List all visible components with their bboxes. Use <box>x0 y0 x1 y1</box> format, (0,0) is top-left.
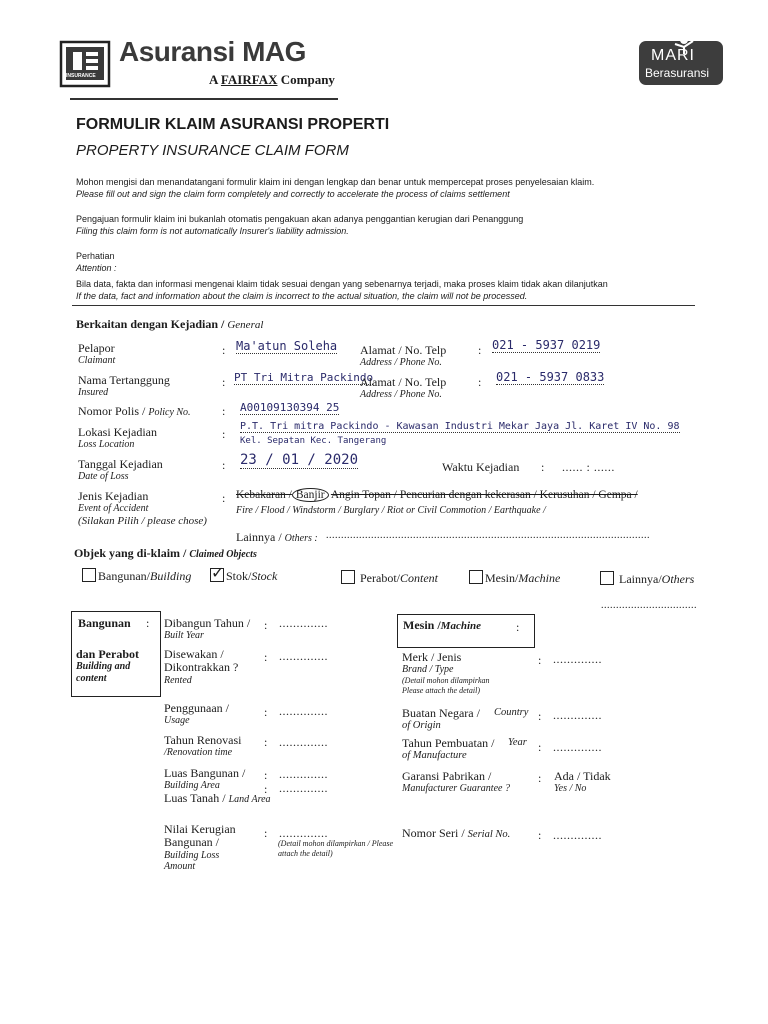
objects-heading: Objek yang di-klaim / Claimed Objects <box>74 546 257 560</box>
claimant-value[interactable]: Ma'atun Soleha <box>236 339 338 353</box>
intro-p1-id: Mohon mengisi dan menandatangani formulir klaim ini dengan lengkap dan benar untuk mempercepat proses penyelesaian klaim. <box>76 177 595 187</box>
rented-sub: Rented <box>164 675 192 686</box>
intro-p1-en: Please fill out and sign the claim form completely and correctly to accelerate the process of claims settlement <box>76 189 510 199</box>
colon: : <box>538 740 542 754</box>
badge-line2: Berasuransi <box>645 66 710 80</box>
brand-sub: Brand / Type <box>402 664 454 675</box>
colon: : <box>222 404 226 418</box>
location-value-line1[interactable]: P.T. Tri mitra Packindo - Kawasan Industri Mekar Jaya Jl. Karet IV No. 98 <box>240 421 680 432</box>
address1-sub: Address / Phone No. <box>360 357 442 368</box>
event-type-en: Fire / Flood / Windstorm / Burglary / Riot or Civil Commotion / Earthquake / <box>236 505 546 516</box>
colon: : <box>264 618 268 632</box>
colon: : <box>538 709 542 723</box>
machine-box-title: Mesin /Machine <box>403 618 482 632</box>
location-label: Lokasi Kejadian <box>78 425 157 439</box>
attention-heading: Perhatian <box>76 251 115 261</box>
colon: : <box>516 620 520 634</box>
form-title-id: FORMULIR KLAIM ASURANSI PROPERTI <box>76 116 390 133</box>
intro-p2-id: Pengajuan formulir klaim ini bukanlah otomatis pengakuan akan adanya penggantian kerugian dari Penanggung <box>76 214 524 224</box>
logo-tagline: A FAIRFAX Company <box>209 72 335 87</box>
colon: : <box>222 343 226 357</box>
policy-value[interactable]: A00109130394 25 <box>240 401 340 414</box>
logo-brand: Asuransi MAG <box>119 36 306 67</box>
checkbox-checked[interactable] <box>210 568 224 582</box>
option-fire[interactable]: Kebakaran / <box>236 489 292 501</box>
colon: : <box>222 427 226 441</box>
colon: : <box>264 768 268 782</box>
address2-value[interactable]: 021 - 5937 0833 <box>496 370 605 384</box>
building-loss-label: Nilai Kerugian Bangunan / <box>164 822 236 849</box>
checkbox[interactable] <box>341 570 355 584</box>
building-loss-note: (Detail mohon dilampirkan / Please attach the detail) <box>278 839 394 858</box>
land-area-label: Luas Tanah / Land Area <box>164 791 271 805</box>
shield-logo-icon <box>55 36 115 92</box>
location-sub: Loss Location <box>78 439 135 450</box>
object-others-checkbox[interactable]: Lainnya/Others <box>600 571 694 587</box>
other-label: Lainnya / Others : <box>236 530 318 544</box>
built-year-label: Dibangun Tahun / <box>164 616 251 630</box>
date-sub: Date of Loss <box>78 471 129 482</box>
option-others-struck[interactable]: Angin Topan / Pencurian dengan kekerasan / Kerusuhan / Gempa / <box>330 489 638 501</box>
origin-value[interactable]: .............. <box>553 708 602 722</box>
time-label: Waktu Kejadian <box>442 460 520 474</box>
general-heading: Berkaitan dengan Kejadian / General <box>76 317 264 331</box>
badge-line1: MARI <box>651 47 695 64</box>
claimant-label: Pelapor <box>78 341 115 355</box>
insured-label: Nama Tertanggung <box>78 373 170 387</box>
colon: : <box>264 650 268 664</box>
building-loss-sub: Building Loss Amount <box>164 850 220 872</box>
colon: : <box>264 735 268 749</box>
date-label: Tanggal Kejadian <box>78 457 163 471</box>
building-box-title: Bangunan <box>78 616 131 630</box>
guarantee-value-en: Yes / No <box>554 783 587 794</box>
year-label-en: Year of Manufacture <box>402 737 527 761</box>
usage-value[interactable]: .............. <box>279 704 328 718</box>
building-loss-value[interactable]: .............. <box>279 826 328 840</box>
building-area-label: Luas Bangunan / <box>164 766 246 780</box>
checkbox[interactable] <box>82 568 96 582</box>
intro-p2-en: Filing this claim form is not automatically Insurer's liability admission. <box>76 226 349 236</box>
event-type-options[interactable] <box>236 489 638 501</box>
option-flood-selected[interactable]: Banjir <box>292 488 329 502</box>
colon: : <box>478 343 482 357</box>
object-building-checkbox[interactable]: Bangunan/Building <box>82 568 191 584</box>
address2-label: Alamat / No. Telp <box>360 375 447 389</box>
building-box-sub: dan Perabot <box>76 647 139 661</box>
building-area-sub: Building Area <box>164 780 220 791</box>
usage-label: Penggunaan / <box>164 701 229 715</box>
claimant-sub: Claimant <box>78 355 116 366</box>
colon: : <box>222 491 226 505</box>
brand-value[interactable]: .............. <box>553 652 602 666</box>
address2-sub: Address / Phone No. <box>360 389 442 400</box>
insured-value[interactable]: PT Tri Mitra Packindo <box>234 371 374 384</box>
renovation-value[interactable]: .............. <box>279 735 328 749</box>
colon: : <box>222 375 226 389</box>
rented-label: Disewakan / Dikontrakkan ? <box>164 647 239 674</box>
year-label: Tahun Pembuatan / <box>402 736 495 750</box>
year-value[interactable]: .............. <box>553 740 602 754</box>
serial-value[interactable]: .............. <box>553 828 602 842</box>
origin-label-en: Country of Origin <box>402 707 529 731</box>
attention-heading-en: Attention : <box>76 263 117 273</box>
object-others-value[interactable]: ................................ <box>601 600 697 611</box>
address1-label: Alamat / No. Telp <box>360 343 447 357</box>
attention-body-id: Bila data, fakta dan informasi mengenai klaim tidak sesuai dengan yang sebenarnya terjadi, maka proses klaim tidak akan dilanjutkan <box>76 279 608 289</box>
guarantee-label: Garansi Pabrikan / <box>402 769 492 783</box>
colon: : <box>146 616 150 630</box>
building-box-sub-en: Building and content <box>76 661 131 684</box>
insured-sub: Insured <box>78 387 109 398</box>
colon: : <box>264 782 268 796</box>
colon: : <box>541 460 545 474</box>
colon: : <box>222 458 226 472</box>
mari-berasuransi-badge <box>639 41 723 85</box>
built-year-sub: Built Year <box>164 630 204 641</box>
logo-small-text: INSURANCE <box>66 73 96 79</box>
event-type-sub: Event of Accident <box>78 503 149 514</box>
other-value[interactable]: ............................................................................................................ <box>326 530 650 541</box>
form-title-en: PROPERTY INSURANCE CLAIM FORM <box>76 142 349 159</box>
logo-underline <box>70 98 338 100</box>
land-area-value[interactable]: .............. <box>279 781 328 795</box>
event-type-note: (Silakan Pilih / please chose) <box>78 515 207 527</box>
brand-note: (Detail mohon dilampirkan Please attach the detail) <box>402 676 490 695</box>
serial-label: Nomor Seri / Serial No. <box>402 826 511 840</box>
colon: : <box>478 375 482 389</box>
attention-body-en: If the data, fact and information about the claim is incorrect to the actual situation, the claim will not be processed. <box>76 291 528 301</box>
object-content-checkbox[interactable]: Perabot/Content <box>341 570 438 586</box>
brand-label: Merk / Jenis <box>402 650 462 664</box>
built-year-value[interactable]: .............. <box>279 616 328 630</box>
checkbox[interactable] <box>600 571 614 585</box>
guarantee-value[interactable]: Ada / Tidak <box>554 769 611 783</box>
checkbox[interactable] <box>469 570 483 584</box>
building-area-value[interactable]: .............. <box>279 767 328 781</box>
renovation-sub: /Renovation time <box>164 747 233 758</box>
rented-value[interactable]: .............. <box>279 649 328 663</box>
colon: : <box>538 771 542 785</box>
time-value[interactable]: ...... : ...... <box>562 460 615 474</box>
event-type-label: Jenis Kejadian <box>78 489 149 503</box>
address1-value[interactable]: 021 - 5937 0219 <box>492 338 601 352</box>
object-stock-checkbox[interactable]: ✓ Stok/Stock <box>210 568 277 584</box>
colon: : <box>538 653 542 667</box>
usage-sub: Usage <box>164 715 190 726</box>
object-machine-checkbox[interactable]: Mesin/Machine <box>469 570 560 586</box>
colon: : <box>264 705 268 719</box>
renovation-label: Tahun Renovasi <box>164 733 242 747</box>
origin-label: Buatan Negara / <box>402 706 480 720</box>
section-divider <box>72 305 695 306</box>
policy-label: Nomor Polis / Policy No. <box>78 404 191 418</box>
date-value[interactable]: 23 / 01 / 2020 <box>240 452 359 468</box>
colon: : <box>538 828 542 842</box>
location-value-line2[interactable]: Kel. Sepatan Kec. Tangerang <box>240 436 387 446</box>
guarantee-sub: Manufacturer Guarantee ? <box>402 783 510 794</box>
colon: : <box>264 826 268 840</box>
